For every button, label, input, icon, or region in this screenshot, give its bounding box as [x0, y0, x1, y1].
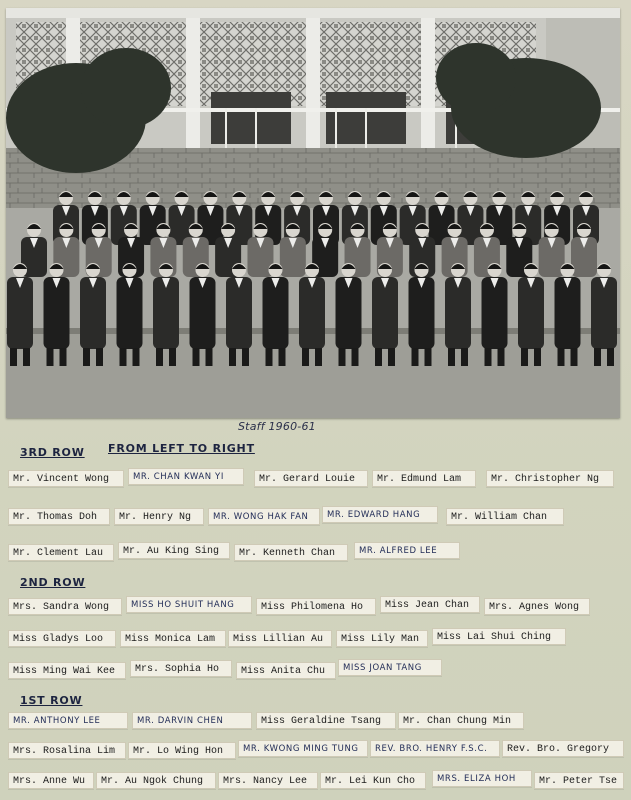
name-label: Mr. Lei Kun Cho [320, 772, 426, 789]
name-label: Mr. Kenneth Chan [234, 544, 348, 561]
name-label: Mr. Peter Tse [534, 772, 624, 789]
name-label: Miss Philomena Ho [256, 598, 376, 615]
name-label: Mr. Gerard Louie [254, 470, 368, 487]
name-label: Mrs. Rosalina Lim [8, 742, 126, 759]
name-label: Mr. Au King Sing [118, 542, 230, 559]
name-label: Miss Lillian Au [228, 630, 332, 647]
left-to-right-heading: FROM LEFT TO RIGHT [108, 442, 255, 455]
name-label: Mr. William Chan [446, 508, 564, 525]
name-label: Mr. Vincent Wong [8, 470, 124, 487]
name-label: Mr. Clement Lau [8, 544, 114, 561]
name-label: Mrs. Anne Wu [8, 772, 94, 789]
name-label: Miss Lai Shui Ching [432, 628, 566, 645]
pillar [186, 16, 200, 156]
name-label: Miss Ming Wai Kee [8, 662, 126, 679]
name-label: Mr. Au Ngok Chung [96, 772, 216, 789]
name-label: MR. KWONG MING TUNG [238, 740, 368, 757]
name-label: Miss Geraldine Tsang [256, 712, 396, 729]
name-label: Miss Gladys Loo [8, 630, 116, 647]
name-label: MR. WONG HAK FAN [208, 508, 320, 525]
name-label: REV. BRO. HENRY F.S.C. [370, 740, 500, 757]
pillar [421, 16, 435, 156]
name-label: MR. EDWARD HANG [322, 506, 438, 523]
name-label: Miss Jean Chan [380, 596, 480, 613]
name-label: Mrs. Sandra Wong [8, 598, 122, 615]
name-label: MR. DARVIN CHEN [132, 712, 252, 729]
people-group [7, 191, 617, 366]
third-row-heading: 3RD ROW [20, 446, 85, 459]
name-label: MR. ANTHONY LEE [8, 712, 128, 729]
group-photograph [6, 8, 620, 418]
name-label: Mr. Lo Wing Hon [128, 742, 236, 759]
first-row-heading: 1ST ROW [20, 694, 83, 707]
photo-illustration [6, 8, 620, 418]
name-label: MR. CHAN KWAN YI [128, 468, 244, 485]
pillar [306, 16, 320, 156]
name-label: MR. ALFRED LEE [354, 542, 460, 559]
photo-caption: Staff 1960-61 [238, 420, 316, 433]
name-label: Mrs. Sophia Ho [130, 660, 232, 677]
name-label: MISS HO SHUIT HANG [126, 596, 252, 613]
name-label: Mr. Henry Ng [114, 508, 204, 525]
name-label: Rev. Bro. Gregory [502, 740, 624, 757]
name-label: Miss Lily Man [336, 630, 428, 647]
name-label: MRS. ELIZA HOH [432, 770, 532, 787]
name-label: Mr. Chan Chung Min [398, 712, 524, 729]
name-label: Miss Anita Chu [236, 662, 336, 679]
second-row-heading: 2ND ROW [20, 576, 86, 589]
name-label: Mrs. Agnes Wong [484, 598, 590, 615]
name-label: Miss Monica Lam [120, 630, 226, 647]
name-label: Mr. Thomas Doh [8, 508, 110, 525]
name-label: Mrs. Nancy Lee [218, 772, 318, 789]
name-label: MISS JOAN TANG [338, 659, 442, 676]
name-label: Mr. Edmund Lam [372, 470, 476, 487]
name-label: Mr. Christopher Ng [486, 470, 614, 487]
